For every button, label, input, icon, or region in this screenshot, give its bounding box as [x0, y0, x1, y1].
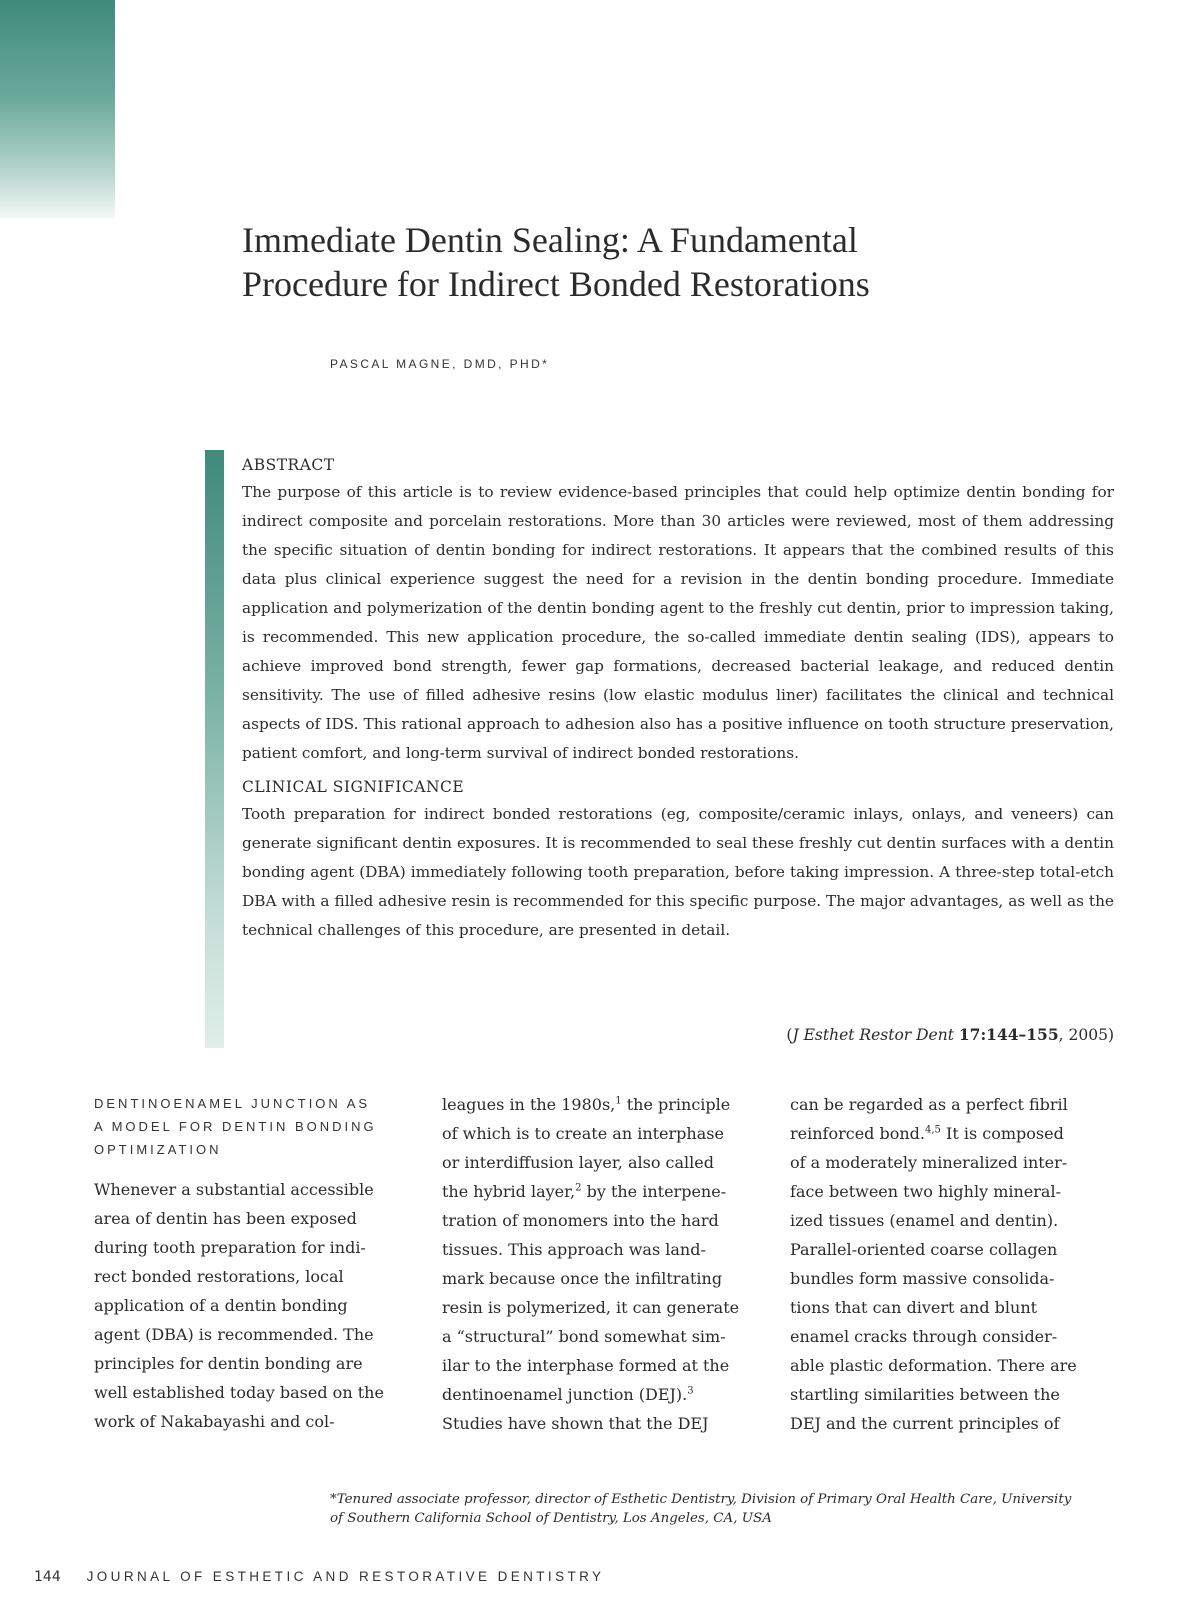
- footnote-line-2: of Southern California School of Dentistry, Los Angeles, CA, USA: [330, 1511, 772, 1526]
- title-line-1: Immediate Dentin Sealing: A Fundamental: [242, 220, 858, 260]
- abstract-heading: ABSTRACT: [242, 456, 335, 474]
- text-line: tissues. This approach was land-: [442, 1240, 706, 1259]
- text-line: application of a dentin bonding: [94, 1296, 348, 1315]
- title-line-2: Procedure for Indirect Bonded Restorations: [242, 264, 870, 304]
- abstract-section: [242, 452, 1114, 945]
- body-paragraph: [94, 1175, 416, 1436]
- text-line: area of dentin has been exposed: [94, 1209, 357, 1228]
- text-line: of which is to create an interphase: [442, 1124, 724, 1143]
- text-line: It is composed: [940, 1124, 1064, 1143]
- text-line: enamel cracks through consider-: [790, 1327, 1058, 1346]
- reference-superscript: 3: [687, 1385, 694, 1397]
- text-line: startling similarities between the: [790, 1385, 1060, 1404]
- corner-accent-block: [0, 0, 115, 218]
- section-heading-line-3: OPTIMIZATION: [94, 1142, 222, 1157]
- citation: [786, 1025, 1114, 1044]
- reference-superscript: 2: [575, 1182, 582, 1194]
- section-heading-line-2: A MODEL FOR DENTIN BONDING: [94, 1119, 377, 1134]
- author-line: PASCAL MAGNE, DMD, PHD*: [330, 357, 550, 371]
- footnote-line-1: *Tenured associate professor, director of Esthetic Dentistry, Division of Primary Oral Health Care, University: [330, 1492, 1072, 1507]
- text-line: mark because once the infiltrating: [442, 1269, 723, 1288]
- section-heading: [94, 1092, 416, 1161]
- text-line: the principle: [621, 1095, 731, 1114]
- body-paragraph: [442, 1090, 764, 1438]
- reference-superscript: 1: [615, 1095, 622, 1107]
- text-line: or interdiffusion layer, also called: [442, 1153, 714, 1172]
- citation-open: (: [786, 1026, 793, 1044]
- section-heading-line-1: DENTINOENAMEL JUNCTION AS: [94, 1096, 371, 1111]
- text-line: can be regarded as a perfect fibril: [790, 1095, 1068, 1114]
- citation-volume: 17:144–155: [958, 1025, 1059, 1044]
- text-line: leagues in the 1980s,: [442, 1095, 616, 1114]
- text-line: well established today based on the: [94, 1383, 384, 1402]
- text-line: principles for dentin bonding are: [94, 1354, 363, 1373]
- text-line: rect bonded restorations, local: [94, 1267, 344, 1286]
- body-column-2: [442, 1090, 764, 1438]
- text-line: Whenever a substantial accessible: [94, 1180, 374, 1199]
- abstract-text: The purpose of this article is to review evidence-based principles that could help optimize dentin bonding for indirect composite and porcelain restorations. More than 30 articles were reviewed, most of them addressing the specific situation of dentin bonding for indirect restorations. It appears that the combined results of this data plus clinical experience suggest the need for a revision in the dentin bonding procedure. Immediate application and polymerization of the dentin bonding agent to the freshly cut dentin, prior to impression taking, is recommended. This new application procedure, the so-called immediate dentin sealing (IDS), appears to achieve improved bond strength, fewer gap formations, decreased bacterial leakage, and reduced dentin sensitivity. The use of filled adhesive resins (low elastic modulus liner) facilitates the clinical and technical aspects of IDS. This rational approach to adhesion also has a positive influence on tooth structure preservation, patient comfort, and long-term survival of indirect bonded restorations.: [242, 483, 1114, 762]
- clinical-significance-heading: CLINICAL SIGNIFICANCE: [242, 778, 465, 796]
- text-line: agent (DBA) is recommended. The: [94, 1325, 374, 1344]
- citation-journal: J Esthet Restor Dent: [792, 1026, 954, 1044]
- page-number: 144: [34, 1569, 61, 1585]
- text-line: by the interpene-: [581, 1182, 727, 1201]
- clinical-significance-text: Tooth preparation for indirect bonded restorations (eg, composite/ceramic inlays, onlays, and veneers) can generate significant dentin exposures. It is recommended to seal these freshly cut dentin surfaces with a dentin bonding agent (DBA) immediately following tooth preparation, before taking impression. A three-step total-etch DBA with a filled adhesive resin is recommended for this specific purpose. The major advantages, as well as the technical challenges of this procedure, are presented in detail.: [242, 805, 1114, 939]
- abstract-side-bar: [205, 450, 224, 1048]
- text-line: bundles form massive consolida-: [790, 1269, 1055, 1288]
- page-footer: [34, 1568, 604, 1585]
- text-line: Studies have shown that the DEJ: [442, 1414, 709, 1433]
- text-line: face between two highly mineral-: [790, 1182, 1061, 1201]
- text-line: ized tissues (enamel and dentin).: [790, 1211, 1059, 1230]
- text-line: tration of monomers into the hard: [442, 1211, 719, 1230]
- text-line: of a moderately mineralized inter-: [790, 1153, 1068, 1172]
- citation-year: , 2005): [1058, 1026, 1114, 1044]
- text-line: DEJ and the current principles of: [790, 1414, 1060, 1433]
- text-line: tions that can divert and blunt: [790, 1298, 1038, 1317]
- text-line: resin is polymerized, it can generate: [442, 1298, 740, 1317]
- body-column-1: [94, 1092, 416, 1436]
- author-footnote: [330, 1490, 1120, 1528]
- reference-superscript: 4,5: [925, 1124, 941, 1136]
- text-line: the hybrid layer,: [442, 1182, 576, 1201]
- text-line: work of Nakabayashi and col-: [94, 1412, 335, 1431]
- text-line: dentinoenamel junction (DEJ).: [442, 1385, 688, 1404]
- text-line: during tooth preparation for indi-: [94, 1238, 366, 1257]
- journal-name: JOURNAL OF ESTHETIC AND RESTORATIVE DENTISTRY: [86, 1569, 605, 1584]
- article-title: [242, 218, 1002, 306]
- body-column-3: [790, 1090, 1112, 1438]
- text-line: reinforced bond.: [790, 1124, 926, 1143]
- text-line: a “structural” bond somewhat sim-: [442, 1327, 726, 1346]
- text-line: able plastic deformation. There are: [790, 1356, 1077, 1375]
- text-line: Parallel-oriented coarse collagen: [790, 1240, 1058, 1259]
- body-paragraph: [790, 1090, 1112, 1438]
- text-line: ilar to the interphase formed at the: [442, 1356, 730, 1375]
